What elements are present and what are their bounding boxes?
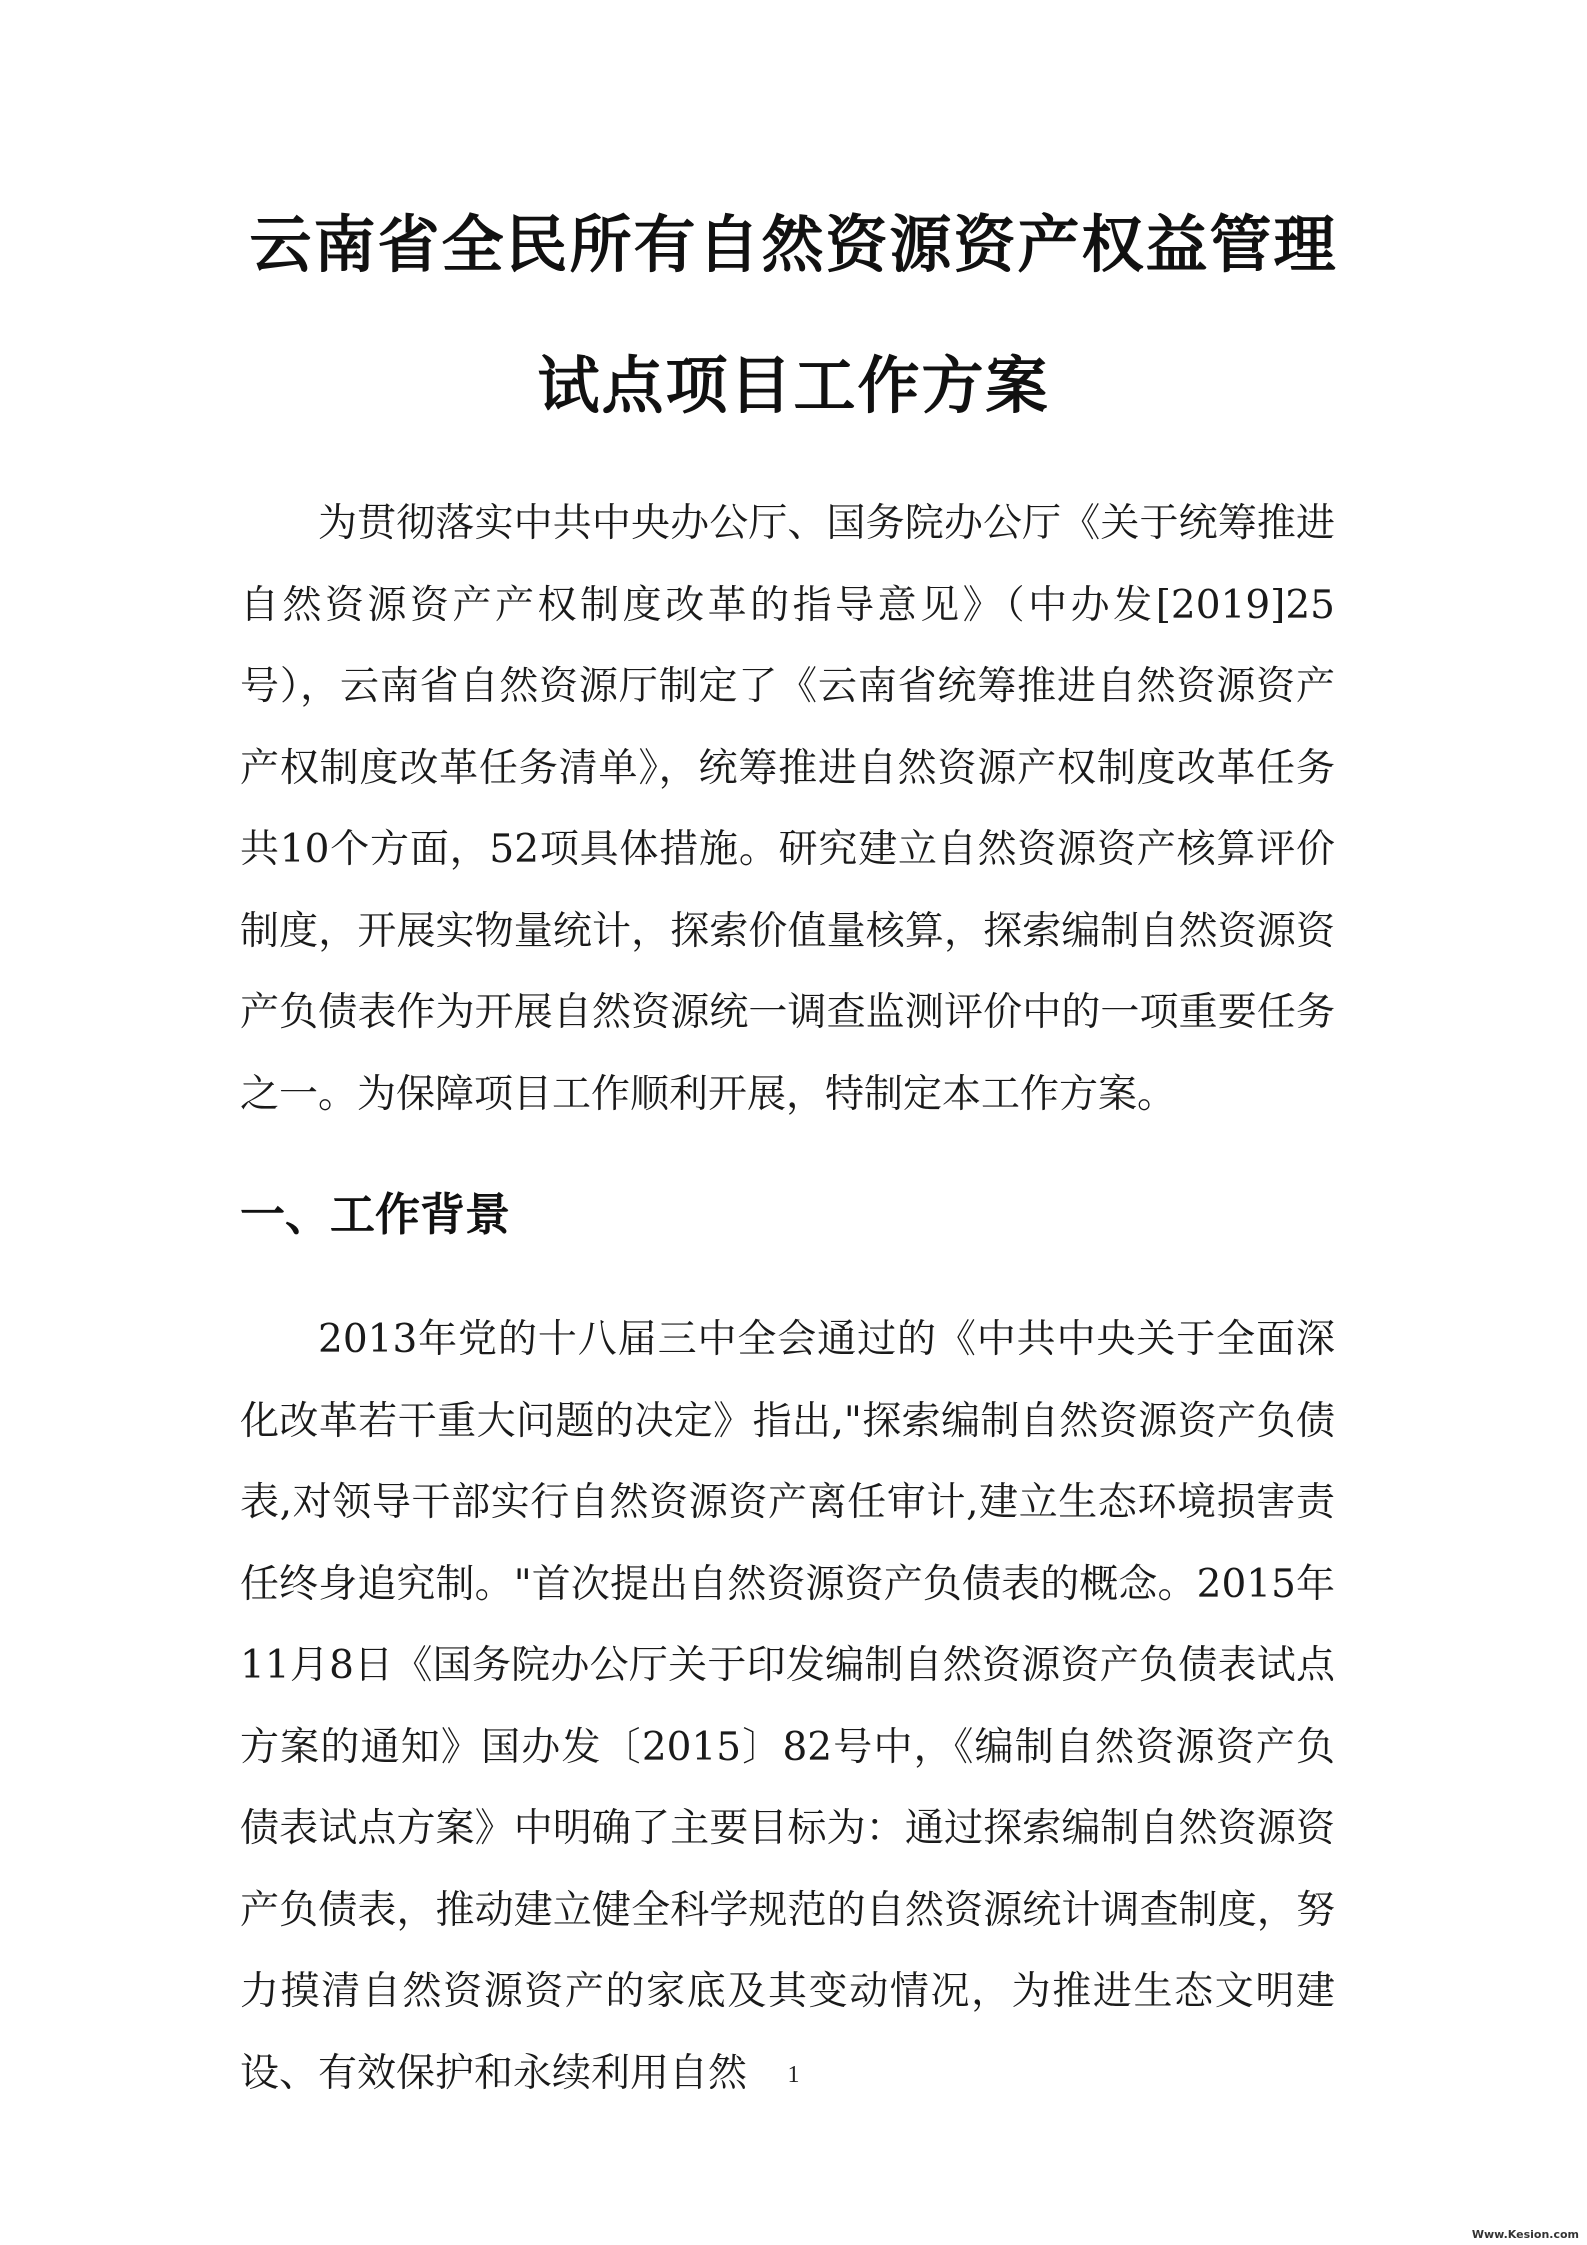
- section-heading-background: 一、工作背景: [240, 1188, 511, 1241]
- document-title-line-2: 试点项目工作方案: [537, 349, 1050, 422]
- intro-paragraph: 为贯彻落实中共中央办公厅、国务院办公厅《关于统筹推进自然资源资产产权制度改革的指导意见》（中办发[2019]25号），云南省自然资源厅制定了《云南省统筹推进自然资源资产产权制度改革任务清单》，统筹推进自然资源产权制度改革任务共10个方面，52项具体措施。研究建立自然资源资产核算评价制度，开展实物量统计，探索价值量核算，探索编制自然资源资产负债表作为开展自然资源统一调查监测评价中的一项重要任务之一。为保障项目工作顺利开展，特制定本工作方案。: [240, 501, 1335, 1117]
- background-paragraph: 2013年党的十八届三中全会通过的《中共中央关于全面深化改革若干重大问题的决定》指出,"探索编制自然资源资产负债表,对领导干部实行自然资源资产离任审计,建立生态环境损害责任终身追究制。"首次提出自然资源资产负债表的概念。2015年11月8日《国务院办公厅关于印发编制自然资源资产负债表试点方案的通知》国办发〔2015〕82号中，《编制自然资源资产负债表试点方案》中明确了主要目标为：通过探索编制自然资源资产负债表，推动建立健全科学规范的自然资源统计调查制度，努力摸清自然资源资产的家底及其变动情况，为推进生态文明建设、有效保护和永续利用自然: [240, 1317, 1335, 2096]
- watermark: Www.Kesion.com: [1471, 2228, 1579, 2241]
- page-number: 1: [787, 2062, 800, 2088]
- document-title-line-1: 云南省全民所有自然资源资产权益管理: [249, 208, 1338, 281]
